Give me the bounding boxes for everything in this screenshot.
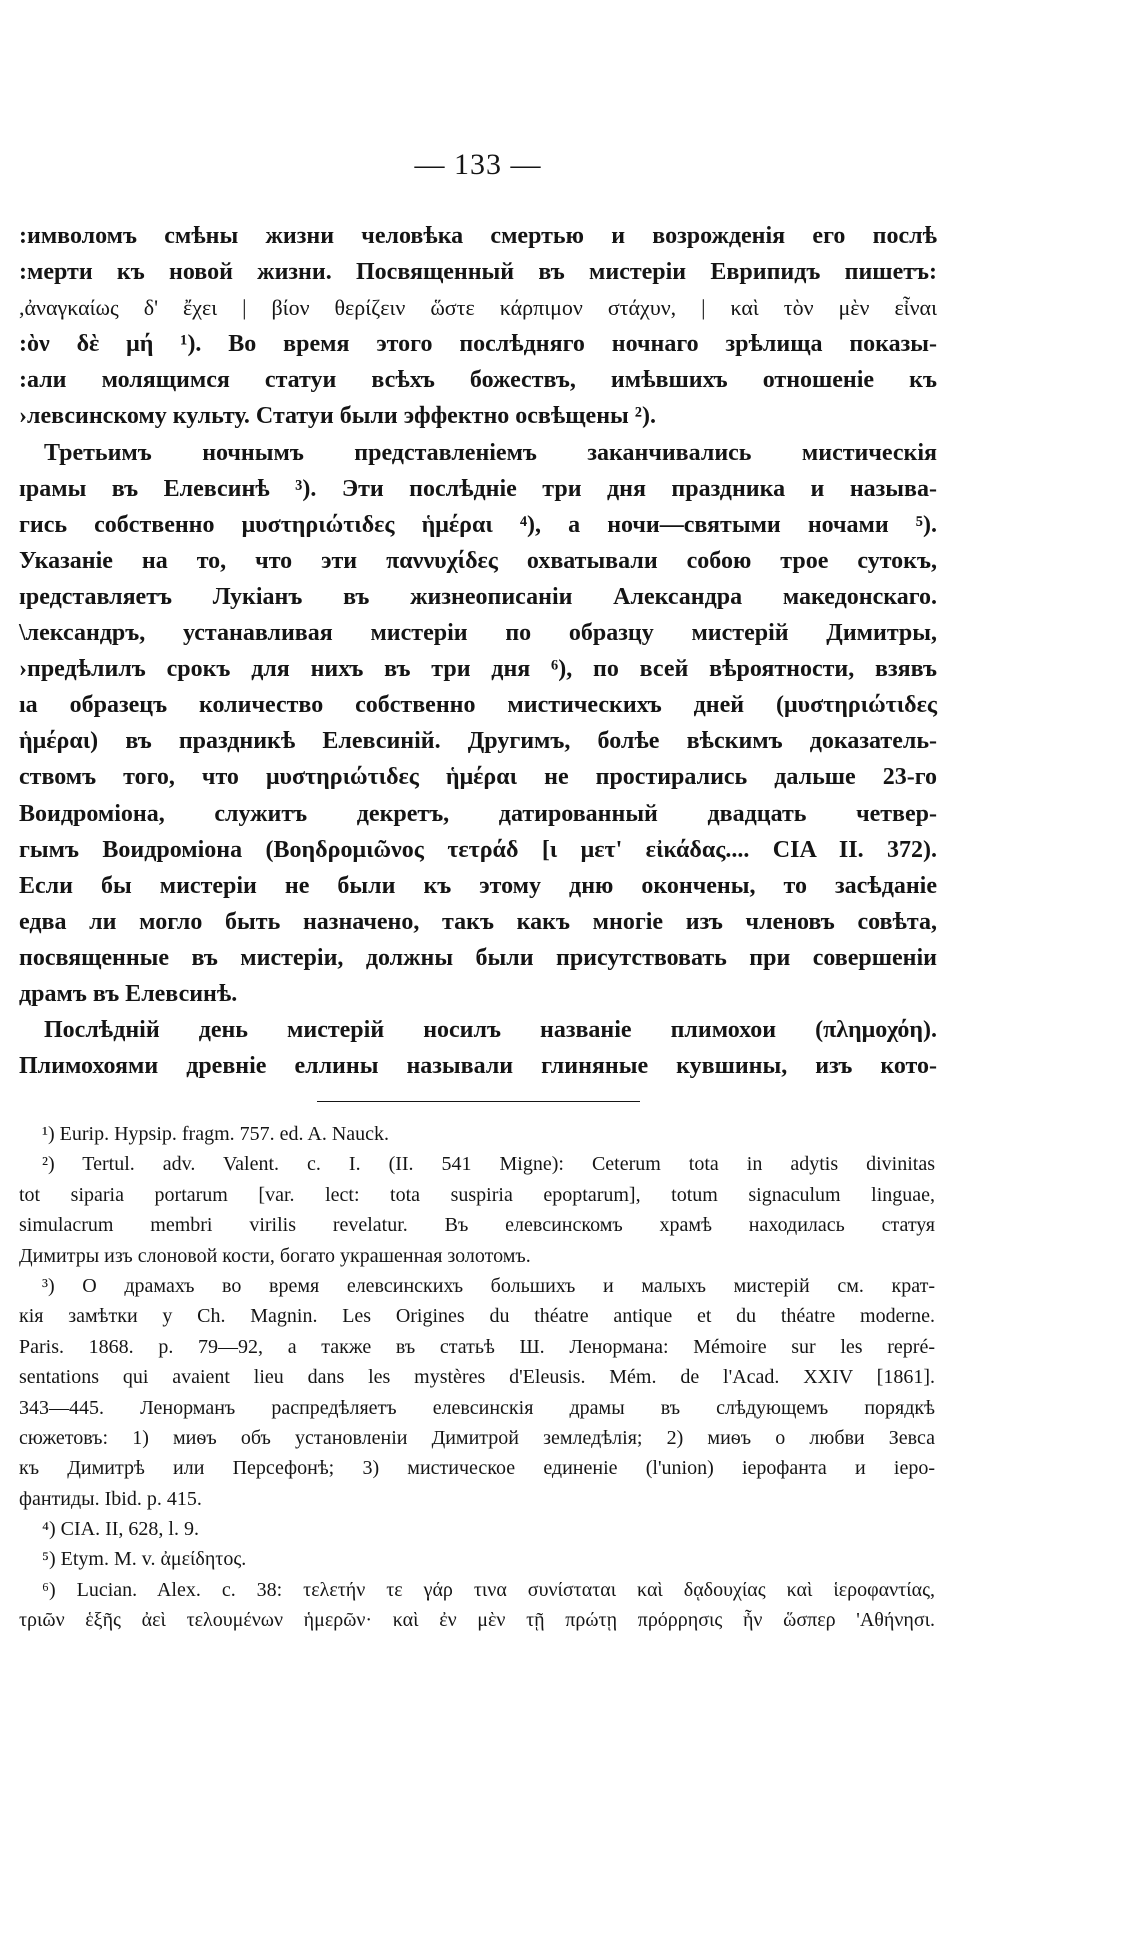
text-line: :али молящимся статуи всѣхъ божествъ, имѣвшихъ отношеніе къ: [19, 367, 937, 394]
paragraph: [19, 218, 937, 435]
footnotes: [19, 1119, 935, 1636]
footnote-line: sentations qui avaient lieu dans les mystères d'Eleusis. Mém. de l'Acad. XXIV [1861].: [19, 1366, 935, 1389]
text-line: гымъ Воидроміона (Βοηδρομιῶνος τετράδ [ι μετ' εἰκάδας.... CIA II. 372).: [19, 836, 937, 863]
paragraph: [19, 1012, 937, 1084]
footnote-line: сюжетовъ: 1) миѳъ объ установленіи Димитрой земледѣлія; 2) миѳъ о любви Зевса: [19, 1426, 935, 1449]
footnote: [19, 1119, 935, 1149]
text-line: гись собственно μυστηριώτιδες ἡμέραι ⁴), а ночи—святыми ночами ⁵).: [19, 511, 937, 538]
footnote-line: ⁶) Lucian. Alex. c. 38: τελετήν τε γάρ τινα συνίσταται καὶ δᾳδουχίας καὶ ἱεροφαντίας,: [42, 1578, 935, 1601]
footnote: [19, 1544, 935, 1574]
footnote: [19, 1149, 935, 1271]
footnote-line: ³) О драмахъ во время елевсинскихъ большихъ и малыхъ мистерій см. крат-: [42, 1274, 935, 1297]
text-line: Указаніе на то, что эти παννυχίδες охватывали собою трое сутокъ,: [19, 547, 937, 574]
text-line: :ὸν δὲ μή ¹). Во время этого послѣдняго ночнаго зрѣлища показы-: [19, 331, 937, 358]
text-line: :мерти къ новой жизни. Посвященный въ мистеріи Еврипидъ пишетъ:: [19, 259, 937, 286]
footnote-line: ⁵) Etym. M. v. ἀμείδητος.: [42, 1548, 247, 1571]
text-line: \лександръ, устанавливая мистеріи по образцу мистерій Димитры,: [19, 620, 937, 647]
text-line: драмъ въ Елевсинѣ.: [19, 980, 238, 1007]
footnote-line: Paris. 1868. p. 79—92, а также въ статьѣ Ш. Ленормана: Mémoire sur les repré-: [19, 1335, 935, 1358]
footnote: [19, 1575, 935, 1636]
text-line: ἡμέραι) въ праздникѣ Елевсиній. Другимъ, болѣе вѣскимъ доказатель-: [19, 728, 937, 755]
text-line: Послѣдній день мистерій носилъ названіе плимохои (πλημοχόη).: [44, 1017, 937, 1044]
text-line: ıа образецъ количество собственно мистическихъ дней (μυστηριώτιδες: [19, 692, 937, 719]
footnote-line: ⁴) CIA. II, 628, l. 9.: [42, 1518, 199, 1541]
page-number: — 133 —: [414, 148, 542, 181]
footnote-rule: [317, 1101, 640, 1102]
body-text: [19, 218, 937, 1084]
text-line: едва ли могло быть назначено, такъ какъ многіе изъ членовъ совѣта,: [19, 908, 937, 935]
text-line: ›предѣлилъ срокъ для нихъ въ три дня ⁶), по всей вѣроятности, взявъ: [19, 656, 937, 683]
text-line: ›левсинскому культу. Статуи были эффектно освѣщены ²).: [19, 403, 656, 430]
footnote-line: tot siparia portarum [var. lect: tota suspiria epoptarum], totum signaculum linguae,: [19, 1183, 935, 1206]
text-line: Третьимъ ночнымъ представленіемъ заканчивались мистическія: [44, 439, 937, 466]
footnote-line: ²) Tertul. adv. Valent. c. I. (II. 541 Migne): Ceterum tota in adytis divinitas: [42, 1153, 935, 1176]
footnote-line: τριῶν ἑξῆς ἀεὶ τελουμένων ἡμερῶν· καὶ ἐν μὲν τῇ πρώτῃ πρόρρησις ἦν ὥσπερ 'Αθήνησι.: [19, 1609, 935, 1632]
footnote: [19, 1514, 935, 1544]
footnote-line: фантиды. Ibid. p. 415.: [19, 1487, 202, 1510]
text-line: ствомъ того, что μυστηριώτιδες ἡμέραι не простирались дальше 23-го: [19, 764, 937, 791]
footnote-line: 343—445. Ленорманъ распредѣляетъ елевсинскія драмы въ слѣдующемъ порядкѣ: [19, 1396, 935, 1419]
footnote: [19, 1271, 935, 1514]
footnote-line: къ Димитрѣ или Персефонѣ; 3) мистическое единеніе (l'union) іерофанта и іеро-: [19, 1457, 935, 1480]
paragraph: [19, 435, 937, 1013]
greek-quote-line: ,ἀναγκαίως δ' ἔχει | βίον θερίζειν ὥστε κάρπιμον στάχυν, | καὶ τὸν μὲν εἶναι: [19, 295, 937, 321]
footnote-line: кія замѣтки у Ch. Magnin. Les Origines du théatre antique et du théatre moderne.: [19, 1305, 935, 1328]
text-line: ɪрамы въ Елевсинѣ ³). Эти послѣдніе три дня праздника и называ-: [19, 475, 937, 502]
footnote-line: Димитры изъ слоновой кости, богато украшенная золотомъ.: [19, 1244, 531, 1267]
text-line: ɪредставляетъ Лукіанъ въ жизнеописаніи Александра македонскаго.: [19, 583, 937, 610]
footnote-line: ¹) Eurip. Hypsip. fragm. 757. ed. A. Nauck.: [42, 1123, 390, 1145]
text-line: Если бы мистеріи не были къ этому дню окончены, то засѣданіе: [19, 872, 937, 899]
text-line: посвященные въ мистеріи, должны были присутствовать при совершеніи: [19, 944, 937, 971]
footnote-line: simulacrum membri virilis revelatur. Въ елевсинскомъ храмѣ находилась статуя: [19, 1214, 935, 1237]
text-line: Плимохоями древніе еллины называли глиняные кувшины, изъ кото-: [19, 1053, 937, 1080]
text-line: Воидроміона, служитъ декретъ, датированный двадцать четвер-: [19, 800, 937, 827]
text-line: :имволомъ смѣны жизни человѣка смертью и возрожденія его послѣ: [19, 223, 937, 249]
